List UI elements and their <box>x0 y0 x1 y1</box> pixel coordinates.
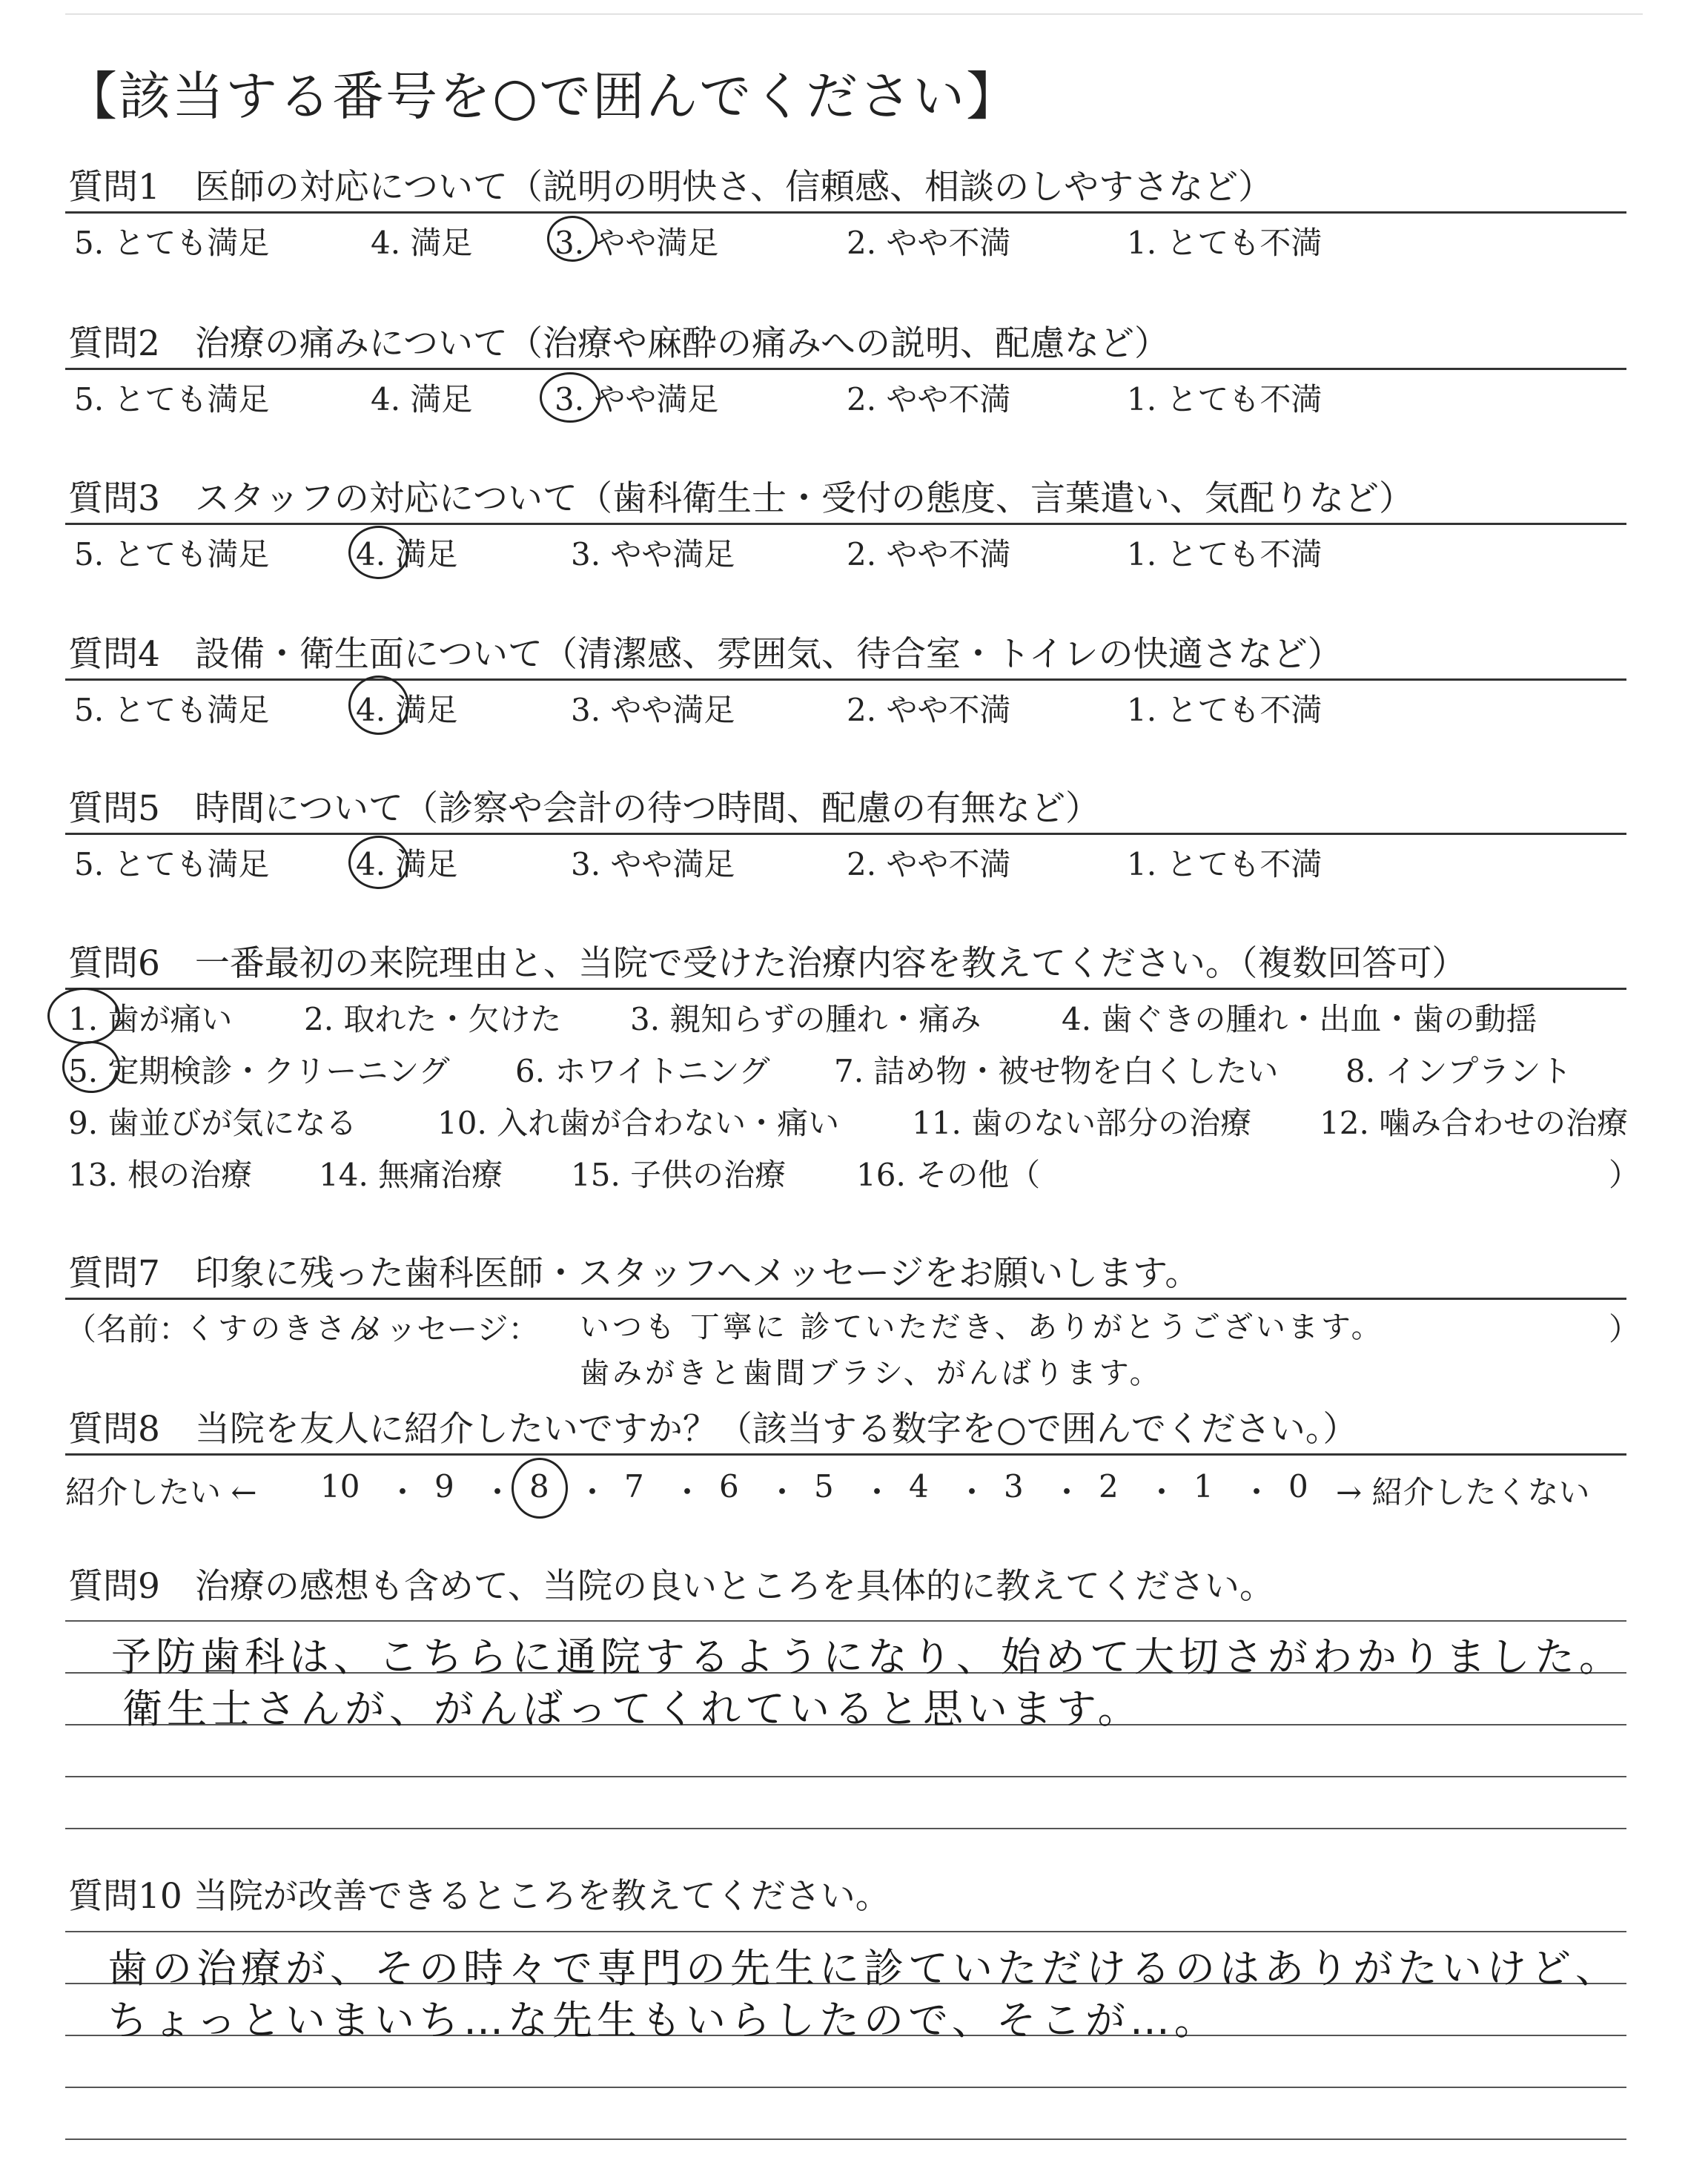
q7-name-label: （名前： <box>65 1311 191 1347</box>
question-2-title: 質問2 治療の痛みについて（治療や麻酔の痛みへの説明、配慮など） <box>68 323 1170 364</box>
q2-option-3[interactable]: 3. やや満足 <box>555 381 719 417</box>
q6-option-11[interactable]: 11. 歯のない部分の治療 <box>912 1105 1252 1141</box>
q8-separator: ・ <box>861 1474 893 1510</box>
q6-option-1[interactable]: 1. 歯が痛い <box>68 1001 233 1037</box>
q4-option-2[interactable]: 2. やや不満 <box>847 692 1011 728</box>
q8-separator: ・ <box>767 1474 798 1510</box>
q4-option-3[interactable]: 3. やや満足 <box>571 692 735 728</box>
q4-option-5[interactable]: 5. とても満足 <box>74 692 270 728</box>
q7-name-value: くすのきさん <box>185 1312 381 1346</box>
q5-option-3[interactable]: 3. やや満足 <box>571 846 735 882</box>
q6-option-4[interactable]: 4. 歯ぐきの腫れ・出血・歯の動揺 <box>1062 1001 1537 1037</box>
q6-option-9[interactable]: 9. 歯並びが気になる <box>68 1105 357 1141</box>
q8-score-8[interactable]: 8 <box>529 1468 549 1505</box>
q8-separator: ・ <box>672 1474 704 1510</box>
question-3-title: 質問3 スタッフの対応について（歯科衛生士・受付の態度、言葉遣い、気配りなど） <box>68 478 1414 519</box>
question-8-title: 質問8 当院を友人に紹介したいですか？（該当する数字を○で囲んでください。） <box>68 1409 1358 1450</box>
q7-message-label: メッセージ： <box>354 1311 540 1347</box>
q1-selection-circle <box>547 216 598 262</box>
q8-separator: ・ <box>1146 1474 1178 1510</box>
question-4-title: 質問4 設備・衛生面について（清潔感、雰囲気、待合室・トイレの快適さなど） <box>68 634 1343 675</box>
q2-option-4[interactable]: 4. 満足 <box>371 381 473 417</box>
q9-answer-line <box>65 1828 1626 1829</box>
q4-option-4[interactable]: 4. 満足 <box>356 692 458 728</box>
q5-option-5[interactable]: 5. とても満足 <box>74 846 270 882</box>
q8-score-1[interactable]: 1 <box>1194 1468 1214 1505</box>
q6-option-8[interactable]: 8. インプラント <box>1345 1053 1572 1089</box>
q8-selection-circle <box>512 1458 568 1519</box>
q5-option-1[interactable]: 1. とても不満 <box>1127 846 1323 882</box>
q6-option-15[interactable]: 15. 子供の治療 <box>571 1157 787 1193</box>
top-divider <box>65 13 1643 15</box>
q6-option-12[interactable]: 12. 噛み合わせの治療 <box>1320 1105 1629 1141</box>
q1-option-1[interactable]: 1. とても不満 <box>1127 225 1323 261</box>
q8-separator: ・ <box>577 1474 609 1510</box>
q4-selection-circle <box>348 676 409 735</box>
q8-score-4[interactable]: 4 <box>909 1468 929 1505</box>
q3-option-5[interactable]: 5. とても満足 <box>74 536 270 572</box>
q5-option-4[interactable]: 4. 満足 <box>356 846 458 882</box>
q8-separator: ・ <box>387 1474 419 1510</box>
q3-option-4[interactable]: 4. 満足 <box>356 536 458 572</box>
q10-answer-line <box>65 2087 1626 2088</box>
q8-separator: ・ <box>1051 1474 1083 1510</box>
q3-option-2[interactable]: 2. やや不満 <box>847 536 1011 572</box>
question-1-title: 質問1 医師の対応について（説明の明快さ、信頼感、相談のしやすさなど） <box>68 167 1274 208</box>
question-5-rule <box>65 833 1626 835</box>
q4-option-1[interactable]: 1. とても不満 <box>1127 692 1323 728</box>
q2-option-1[interactable]: 1. とても不満 <box>1127 381 1323 417</box>
question-7-title: 質問7 印象に残った歯科医師・スタッフへメッセージをお願いします。 <box>68 1253 1200 1294</box>
q6-option-13[interactable]: 13. 根の治療 <box>68 1157 253 1193</box>
q3-option-3[interactable]: 3. やや満足 <box>571 536 735 572</box>
q6-selection-circle-1 <box>47 988 120 1044</box>
q10-answer-line2: ちょっといまいち…な先生もいらしたので、そこが…。 <box>107 1997 1219 2044</box>
q8-right-label: → 紹介したくない <box>1336 1474 1590 1510</box>
q8-separator: ・ <box>1241 1474 1273 1510</box>
q8-score-5[interactable]: 5 <box>814 1468 834 1505</box>
q8-score-6[interactable]: 6 <box>719 1468 739 1505</box>
q7-message-line1: いつも 丁寧に 診ていただき、ありがとうございます。 <box>580 1310 1384 1344</box>
q9-answer-line1: 予防歯科は、こちらに通院するようになり、始めて大切さがわかりました。 <box>111 1634 1623 1680</box>
q8-separator: ・ <box>482 1474 514 1510</box>
q5-selection-circle <box>348 836 409 889</box>
q8-scale-row <box>0 1468 1708 1513</box>
q2-option-5[interactable]: 5. とても満足 <box>74 381 270 417</box>
q1-option-4[interactable]: 4. 満足 <box>371 225 473 261</box>
q3-selection-circle <box>348 526 409 579</box>
q1-option-5[interactable]: 5. とても満足 <box>74 225 270 261</box>
question-6-rule <box>65 988 1626 990</box>
q5-option-2[interactable]: 2. やや不満 <box>847 846 1011 882</box>
question-6-title: 質問6 一番最初の来院理由と、当院で受けた治療内容を教えてください。（複数回答可） <box>68 943 1467 984</box>
q6-option-2[interactable]: 2. 取れた・欠けた <box>304 1001 562 1037</box>
q3-option-1[interactable]: 1. とても不満 <box>1127 536 1323 572</box>
q6-option-6[interactable]: 6. ホワイトニング <box>515 1053 770 1089</box>
q10-answer-line <box>65 2138 1626 2140</box>
q7-close-paren: ） <box>1609 1311 1641 1347</box>
q1-option-3[interactable]: 3. やや満足 <box>555 225 719 261</box>
q6-selection-circle-5 <box>62 1041 120 1093</box>
question-5-title: 質問5 時間について（診察や会計の待つ時間、配慮の有無など） <box>68 788 1100 829</box>
q8-score-10[interactable]: 10 <box>320 1468 360 1505</box>
q6-option-5[interactable]: 5. 定期検診・クリーニング <box>68 1053 450 1089</box>
q2-option-2[interactable]: 2. やや不満 <box>847 381 1011 417</box>
q9-answer-line <box>65 1620 1626 1622</box>
question-3-rule <box>65 523 1626 525</box>
question-1-rule <box>65 211 1626 214</box>
q7-message-line2: 歯みがきと歯間ブラシ、がんばります。 <box>580 1356 1162 1390</box>
question-8-rule <box>65 1453 1626 1456</box>
q8-score-9[interactable]: 9 <box>434 1468 454 1505</box>
question-4-rule <box>65 678 1626 681</box>
q9-answer-line <box>65 1776 1626 1777</box>
question-10-title: 質問10 当院が改善できるところを教えてください。 <box>68 1876 890 1917</box>
q8-score-2[interactable]: 2 <box>1099 1468 1119 1505</box>
q6-option-3[interactable]: 3. 親知らずの腫れ・痛み <box>630 1001 982 1037</box>
q8-score-3[interactable]: 3 <box>1004 1468 1024 1505</box>
page-title: 【該当する番号を○で囲んでください】 <box>65 66 1020 127</box>
q10-answer-line1: 歯の治療が、その時々で専門の先生に診ていただけるのはありがたいけど、 <box>107 1945 1620 1992</box>
q6-option-10[interactable]: 10. 入れ歯が合わない・痛い <box>437 1105 840 1141</box>
q6-option-16[interactable]: 16. その他（ <box>856 1157 1041 1193</box>
q8-score-7[interactable]: 7 <box>624 1468 644 1505</box>
q6-option-7[interactable]: 7. 詰め物・被せ物を白くしたい <box>834 1053 1279 1089</box>
q6-other-close-paren: ） <box>1609 1157 1641 1193</box>
q10-answer-line <box>65 1931 1626 1932</box>
question-2-rule <box>65 368 1626 370</box>
q9-answer-line2: 衛生士さんが、がんばってくれていると思います。 <box>122 1685 1142 1732</box>
q8-score-0[interactable]: 0 <box>1288 1468 1308 1505</box>
q8-left-label: 紹介したい ← <box>65 1474 257 1510</box>
question-9-title: 質問9 治療の感想も含めて、当院の良いところを具体的に教えてください。 <box>68 1566 1274 1607</box>
q8-separator: ・ <box>956 1474 988 1510</box>
q6-option-14[interactable]: 14. 無痛治療 <box>319 1157 503 1193</box>
q1-option-2[interactable]: 2. やや不満 <box>847 225 1011 261</box>
question-7-rule <box>65 1298 1626 1300</box>
q2-selection-circle <box>540 372 600 423</box>
